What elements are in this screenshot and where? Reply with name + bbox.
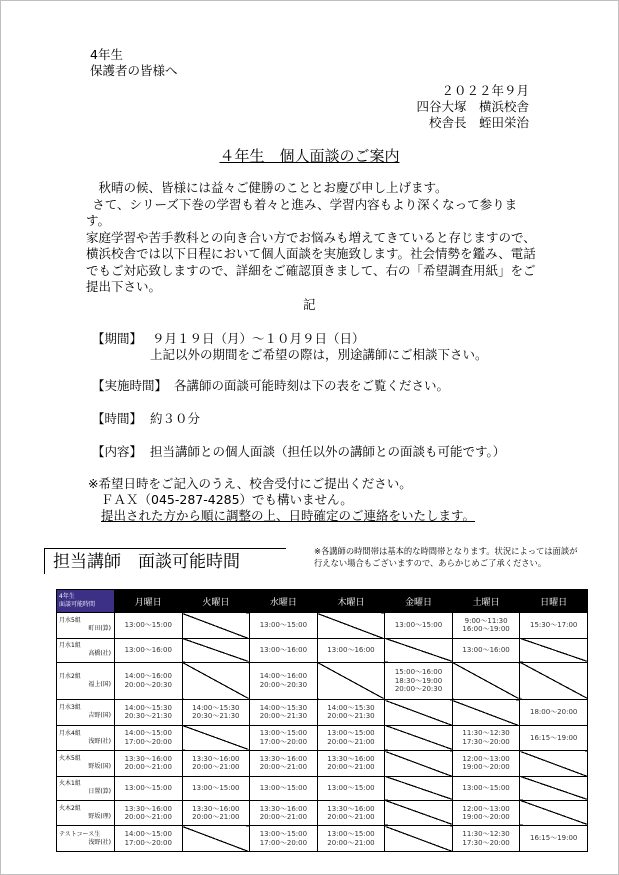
time-slot-cell bbox=[520, 613, 588, 639]
schedule-body bbox=[57, 613, 588, 852]
time-slot: 17:00～20:00 bbox=[124, 838, 172, 847]
class-name: 火木2組 bbox=[59, 805, 81, 813]
teacher-name: 町田(算) bbox=[88, 625, 111, 633]
submit-instruction: ※希望日時をご記入のうえ、校舎受付にご提出ください。 bbox=[88, 476, 412, 491]
times-label: 【実施時間】 bbox=[92, 378, 168, 393]
time-slot: 17:30～20:00 bbox=[462, 838, 510, 847]
time-slot: 14:00～15:30 bbox=[327, 703, 375, 712]
time-slot: 12:00～13:00 bbox=[462, 754, 510, 763]
time-slot-cell bbox=[115, 776, 183, 800]
time-slot-cell bbox=[115, 826, 183, 852]
time-slot: 15:30～17:00 bbox=[530, 621, 578, 629]
time-slot: 20:00～21:00 bbox=[327, 737, 375, 746]
day-header: 木曜日 bbox=[317, 590, 385, 613]
times-value: 各講師の面談可能時刻は下の表をご覧ください。 bbox=[174, 378, 450, 393]
time-slot: 20:00～21:30 bbox=[259, 712, 308, 721]
time-slot: 13:00～15:00 bbox=[259, 830, 308, 839]
time-slot-cell bbox=[250, 725, 318, 751]
time-slot: 17:00～20:00 bbox=[124, 737, 172, 746]
unavailable-cell bbox=[520, 776, 588, 800]
time-slot-cell bbox=[115, 725, 183, 751]
principal-name: 校舎長 蛭田栄治 bbox=[428, 115, 529, 130]
class-name: 月水3組 bbox=[59, 704, 81, 712]
day-header: 水曜日 bbox=[250, 590, 318, 613]
time-slot-cell bbox=[317, 700, 385, 726]
time-slot: 13:00～15:00 bbox=[124, 621, 172, 629]
teacher-name: 日置(算) bbox=[88, 788, 111, 796]
time-slot: 13:30～16:00 bbox=[327, 804, 375, 813]
time-slot-cell bbox=[452, 638, 520, 662]
time-slot: 20:00～21:30 bbox=[327, 712, 375, 721]
table-row bbox=[57, 662, 588, 700]
time-slot-cell bbox=[115, 751, 183, 777]
time-slot-cell bbox=[452, 613, 520, 639]
unavailable-cell bbox=[182, 662, 250, 700]
time-slot-cell bbox=[182, 776, 250, 800]
teacher-cell bbox=[57, 700, 115, 726]
body-line: 秋晴の候、皆様には益々ご健勝のこととお慶び申し上げます。 bbox=[98, 180, 448, 195]
unavailable-cell bbox=[385, 638, 453, 662]
time-slot: 13:00～15:00 bbox=[124, 784, 172, 793]
time-slot: 20:00～21:00 bbox=[327, 763, 375, 772]
time-slot: 13:00～15:00 bbox=[259, 784, 308, 793]
schedule-corner-cell bbox=[57, 590, 115, 613]
time-slot: 14:00～15:00 bbox=[124, 830, 172, 839]
fax-line: ＦＡＸ（045-287-4285）でも構いません。 bbox=[101, 492, 353, 507]
unavailable-cell bbox=[182, 826, 250, 852]
time-slot: 20:00～21:00 bbox=[192, 763, 240, 772]
time-slot: 16:00～19:00 bbox=[462, 625, 510, 634]
class-name: 月水1組 bbox=[59, 642, 81, 650]
time-slot: 14:00～15:00 bbox=[124, 729, 172, 738]
unavailable-cell bbox=[385, 725, 453, 751]
time-slot: 18:30～19:00 bbox=[394, 676, 443, 685]
teacher-cell bbox=[57, 613, 115, 639]
class-name: 火木5組 bbox=[59, 755, 81, 763]
time-slot-cell bbox=[182, 751, 250, 777]
time-slot: 14:00～16:00 bbox=[259, 672, 308, 681]
time-slot: 17:30～20:00 bbox=[462, 737, 510, 746]
teacher-name: 高橋(社) bbox=[88, 650, 111, 658]
time-slot: 13:30～16:00 bbox=[259, 804, 308, 813]
time-slot: 13:00～15:00 bbox=[259, 621, 308, 629]
document-title-text: ４年生 個人面談のご案内 bbox=[219, 147, 400, 165]
unavailable-cell bbox=[520, 751, 588, 777]
time-slot: 17:00～20:00 bbox=[259, 838, 308, 847]
time-slot-cell bbox=[385, 613, 453, 639]
time-slot-cell bbox=[250, 662, 318, 700]
document-title bbox=[0, 148, 619, 164]
time-slot: 20:30～21:30 bbox=[192, 712, 240, 721]
time-slot-cell bbox=[452, 725, 520, 751]
time-slot: 13:00～15:00 bbox=[259, 729, 308, 738]
time-slot-cell bbox=[250, 751, 318, 777]
time-slot: 9:00～11:30 bbox=[464, 616, 508, 625]
time-slot-cell bbox=[250, 700, 318, 726]
unavailable-cell bbox=[182, 613, 250, 639]
time-slot: 13:00～15:00 bbox=[327, 784, 375, 793]
time-slot: 13:30～16:00 bbox=[124, 804, 172, 813]
body-line: でもご対応致しますので、詳細をご確認頂きまして、右の「希望調査用紙」をご bbox=[86, 262, 536, 278]
unavailable-cell bbox=[520, 800, 588, 826]
period-value: ９月１９日（月）～１０月９日（日） bbox=[152, 331, 365, 346]
body-line: 家庭学習や苦手教科との向き合い方でお悩みも増えてきていると存じますので、 bbox=[86, 229, 536, 245]
body-line: 横浜校舎では以下日程において個人面談を実施致します。社会情勢を鑑み、電話 bbox=[86, 246, 536, 261]
duration-label: 【時間】 bbox=[92, 411, 143, 426]
schedule-header-row bbox=[57, 590, 588, 613]
unavailable-cell bbox=[317, 613, 385, 639]
time-slot-cell bbox=[115, 638, 183, 662]
time-slot: 14:00～16:00 bbox=[124, 672, 172, 681]
time-slot-cell bbox=[115, 613, 183, 639]
content-value: 担当講師との個人面談（担任以外の講師との面談も可能です。） bbox=[150, 444, 506, 459]
time-slot: 16:15～19:00 bbox=[530, 733, 578, 742]
time-slot: 13:00～15:00 bbox=[327, 729, 375, 738]
teacher-cell bbox=[57, 800, 115, 826]
time-slot-cell bbox=[317, 826, 385, 852]
time-slot: 20:00～21:00 bbox=[192, 813, 240, 822]
teacher-cell bbox=[57, 751, 115, 777]
time-slot: 13:00～16:00 bbox=[124, 645, 172, 654]
day-header: 火曜日 bbox=[182, 590, 250, 613]
time-slot-cell bbox=[250, 776, 318, 800]
unavailable-cell bbox=[317, 662, 385, 700]
time-slot: 17:00～20:00 bbox=[259, 737, 308, 746]
unavailable-cell bbox=[182, 638, 250, 662]
time-slot-cell bbox=[317, 725, 385, 751]
teacher-name: 吉野(国) bbox=[88, 712, 111, 720]
time-slot-cell bbox=[452, 800, 520, 826]
time-slot: 18:00～20:00 bbox=[530, 708, 578, 717]
body-line: 提出下さい。 bbox=[86, 279, 162, 294]
day-header: 日曜日 bbox=[520, 590, 588, 613]
recipient-line: 保護者の皆様へ bbox=[90, 63, 178, 78]
class-name: 火木1組 bbox=[59, 780, 81, 788]
class-name: 月水2組 bbox=[59, 672, 81, 680]
schedule-heading: 担当講師 面談可能時間 bbox=[44, 548, 286, 574]
time-slot: 20:00～21:00 bbox=[259, 763, 308, 772]
time-slot-cell bbox=[520, 826, 588, 852]
time-slot: 20:00～20:30 bbox=[124, 680, 172, 689]
time-slot: 13:00～15:00 bbox=[394, 621, 443, 629]
day-header: 金曜日 bbox=[385, 590, 453, 613]
unavailable-cell bbox=[520, 638, 588, 662]
confirmation-line: 提出された方から順に調整の上、日時確定のご連絡をいたします。 bbox=[101, 508, 476, 523]
time-slot: 20:30～21:30 bbox=[124, 712, 172, 721]
time-slot: 14:00～15:30 bbox=[192, 703, 240, 712]
time-slot-cell bbox=[182, 800, 250, 826]
time-slot: 13:00～16:00 bbox=[327, 645, 375, 654]
teacher-name: 野坂(国) bbox=[88, 763, 111, 771]
time-slot: 11:30～12:30 bbox=[462, 729, 510, 738]
table-row bbox=[57, 751, 588, 777]
time-slot: 20:00～21:00 bbox=[124, 763, 172, 772]
time-slot-cell bbox=[452, 776, 520, 800]
time-slot: 14:00～15:30 bbox=[124, 703, 172, 712]
teacher-name: 野坂(理) bbox=[88, 813, 111, 821]
ki-marker: 記 bbox=[303, 297, 316, 312]
teacher-cell bbox=[57, 638, 115, 662]
time-slot-cell bbox=[115, 700, 183, 726]
teacher-name: 浅野(社) bbox=[88, 838, 111, 846]
teacher-name: 浅野(社) bbox=[88, 737, 111, 745]
unavailable-cell bbox=[385, 776, 453, 800]
time-slot: 13:00～16:00 bbox=[462, 645, 510, 654]
time-slot-cell bbox=[317, 638, 385, 662]
time-slot: 13:30～16:00 bbox=[192, 754, 240, 763]
time-slot: 12:00～13:00 bbox=[462, 804, 510, 813]
time-slot: 20:00～21:00 bbox=[124, 813, 172, 822]
day-header: 月曜日 bbox=[115, 590, 183, 613]
table-row bbox=[57, 800, 588, 826]
time-slot: 19:00～20:00 bbox=[462, 763, 510, 772]
time-slot: 13:30～16:00 bbox=[192, 804, 240, 813]
unavailable-cell bbox=[385, 800, 453, 826]
time-slot: 20:00～21:00 bbox=[259, 813, 308, 822]
issue-date: ２０２２年９月 bbox=[441, 83, 529, 98]
period-note: 上記以外の期間をご希望の際は，別途講師にご相談下さい。 bbox=[150, 347, 488, 362]
time-slot-cell bbox=[182, 700, 250, 726]
teacher-cell bbox=[57, 826, 115, 852]
teacher-name: 福上(国) bbox=[88, 680, 111, 688]
time-slot: 19:00～20:00 bbox=[462, 813, 510, 822]
content-label: 【内容】 bbox=[92, 444, 143, 459]
time-slot-cell bbox=[250, 826, 318, 852]
table-row bbox=[57, 776, 588, 800]
time-slot-cell bbox=[115, 662, 183, 700]
unavailable-cell bbox=[385, 700, 453, 726]
corner-grade: 4年生 bbox=[59, 593, 75, 600]
time-slot: 20:00～20:30 bbox=[394, 685, 443, 694]
time-slot: 11:30～12:30 bbox=[462, 830, 510, 839]
time-slot: 14:00～15:30 bbox=[259, 703, 308, 712]
table-row bbox=[57, 638, 588, 662]
table-row bbox=[57, 613, 588, 639]
time-slot-cell bbox=[452, 826, 520, 852]
greeting-body bbox=[86, 180, 541, 296]
time-slot: 13:30～16:00 bbox=[259, 754, 308, 763]
table-row bbox=[57, 826, 588, 852]
unavailable-cell bbox=[452, 700, 520, 726]
time-slot: 13:30～16:00 bbox=[124, 754, 172, 763]
time-slot: 16:15～19:00 bbox=[530, 834, 578, 843]
time-slot-cell bbox=[250, 800, 318, 826]
time-slot: 13:30～16:00 bbox=[327, 754, 375, 763]
unavailable-cell bbox=[385, 751, 453, 777]
unavailable-cell bbox=[452, 662, 520, 700]
school-name: 四谷大塚 横浜校舎 bbox=[416, 99, 529, 114]
unavailable-cell bbox=[385, 826, 453, 852]
time-slot-cell bbox=[452, 751, 520, 777]
schedule-note: ※各講師の時間帯は基本的な時間帯となります。状況によっては面談が行えない場合もございますので、あらかじめご了承ください。 bbox=[314, 546, 578, 568]
grade-line: 4年生 bbox=[90, 47, 123, 62]
time-slot-cell bbox=[317, 776, 385, 800]
time-slot-cell bbox=[250, 613, 318, 639]
time-slot: 20:00～21:00 bbox=[327, 838, 375, 847]
time-slot: 15:00～16:00 bbox=[394, 668, 443, 677]
unavailable-cell bbox=[182, 725, 250, 751]
time-slot-cell bbox=[250, 638, 318, 662]
time-slot: 20:00～20:30 bbox=[259, 680, 308, 689]
time-slot-cell bbox=[520, 725, 588, 751]
table-row bbox=[57, 725, 588, 751]
time-slot: 13:00～16:00 bbox=[259, 645, 308, 654]
time-slot-cell bbox=[317, 751, 385, 777]
class-name: 月水5組 bbox=[59, 617, 81, 625]
time-slot: 13:00～15:00 bbox=[462, 784, 510, 793]
table-row bbox=[57, 700, 588, 726]
time-slot: 13:00～15:00 bbox=[192, 784, 240, 793]
time-slot-cell bbox=[385, 662, 453, 700]
teacher-cell bbox=[57, 725, 115, 751]
time-slot-cell bbox=[520, 700, 588, 726]
unavailable-cell bbox=[520, 662, 588, 700]
day-header: 土曜日 bbox=[452, 590, 520, 613]
duration-value: 約３０分 bbox=[150, 411, 201, 426]
time-slot-cell bbox=[317, 800, 385, 826]
time-slot-cell bbox=[115, 800, 183, 826]
period-label: 【期間】 bbox=[92, 331, 143, 346]
class-name: テストコース生 bbox=[59, 830, 101, 838]
teacher-cell bbox=[57, 662, 115, 700]
teacher-cell bbox=[57, 776, 115, 800]
corner-label: 面談可能時間 bbox=[59, 601, 96, 608]
body-line: さて、シリーズ下巻の学習も着々と進み、学習内容もより深くなって参ります。 bbox=[86, 196, 518, 228]
class-name: 月水4組 bbox=[59, 729, 81, 737]
schedule-table bbox=[56, 589, 588, 852]
time-slot: 13:00～15:00 bbox=[327, 830, 375, 839]
time-slot: 20:00～21:00 bbox=[327, 813, 375, 822]
